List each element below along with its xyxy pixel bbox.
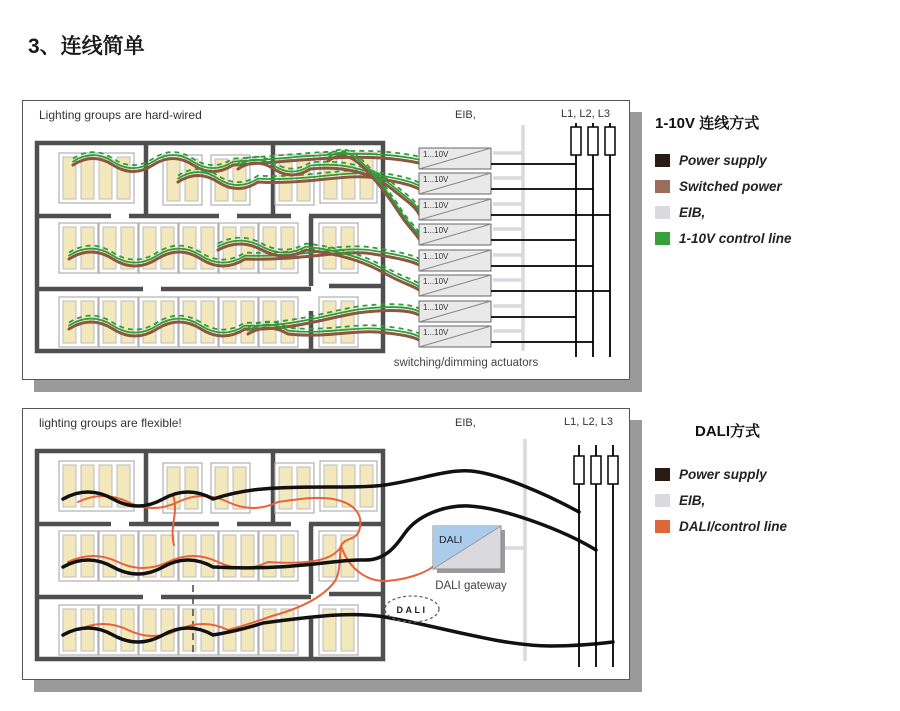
legend-title: DALI方式 <box>695 423 760 440</box>
svg-text:1...10V: 1...10V <box>423 277 449 286</box>
actuator <box>419 173 491 194</box>
actuator <box>419 224 491 245</box>
legend-item: EIB, <box>655 205 900 220</box>
eib-swatch <box>655 494 670 507</box>
eib-label: EIB, <box>455 109 476 121</box>
mains-phases <box>571 123 615 357</box>
mains-phases <box>574 445 618 667</box>
actuator <box>419 148 491 169</box>
phase-label: L1, L2, L3 <box>564 416 613 428</box>
legend-title: 1-10V 连线方式 <box>655 115 760 132</box>
panel-header: Lighting groups are hard-wired <box>39 108 202 122</box>
panel-header: lighting groups are flexible! <box>39 416 182 430</box>
fuse-icon <box>605 127 615 155</box>
fuse-icon <box>588 127 598 155</box>
control-line-swatch <box>655 232 670 245</box>
svg-text:1...10V: 1...10V <box>423 252 449 261</box>
fuse-icon <box>571 127 581 155</box>
dali-diagram-panel <box>22 408 630 680</box>
actuator <box>419 326 491 347</box>
dali-diagram <box>23 409 629 679</box>
hardwired-diagram <box>23 101 629 379</box>
page-title: 3、连线简单 <box>28 35 145 58</box>
switched-power-swatch <box>655 180 670 193</box>
gateway-caption: DALI gateway <box>435 580 507 592</box>
legend-item: 1-10V control line <box>655 231 900 246</box>
legend-item: Switched power <box>655 179 900 194</box>
legend-item: EIB, <box>655 493 900 508</box>
svg-text:DALI: DALI <box>396 605 428 615</box>
fuse-icon <box>574 456 584 484</box>
eib-label: EIB, <box>455 417 476 429</box>
fuse-icon <box>608 456 618 484</box>
svg-text:1...10V: 1...10V <box>423 328 449 337</box>
dali-logo-icon <box>385 596 439 622</box>
actuator <box>419 250 491 271</box>
dali-line-swatch <box>655 520 670 533</box>
hardwired-diagram-panel <box>22 100 630 380</box>
svg-text:1...10V: 1...10V <box>423 303 449 312</box>
legend-item: DALI/control line <box>655 519 900 534</box>
svg-text:1...10V: 1...10V <box>423 201 449 210</box>
legend-1-10v <box>655 112 900 257</box>
legend-item: Power supply <box>655 467 900 482</box>
svg-text:1...10V: 1...10V <box>423 150 449 159</box>
eib-swatch <box>655 206 670 219</box>
legend-item: Power supply <box>655 153 900 168</box>
actuator-caption: switching/dimming actuators <box>393 357 539 369</box>
power-supply-swatch <box>655 468 670 481</box>
svg-text:1...10V: 1...10V <box>423 175 449 184</box>
phase-label: L1, L2, L3 <box>561 108 610 120</box>
power-supply-swatch <box>655 154 670 167</box>
svg-text:1...10V: 1...10V <box>423 226 449 235</box>
dali-gateway <box>433 526 505 573</box>
actuator-bank <box>419 148 491 347</box>
legend-dali <box>655 420 900 545</box>
fuse-icon <box>591 456 601 484</box>
actuator <box>419 301 491 322</box>
gateway-label: DALI <box>439 534 463 546</box>
actuator <box>419 275 491 296</box>
actuator <box>419 199 491 220</box>
